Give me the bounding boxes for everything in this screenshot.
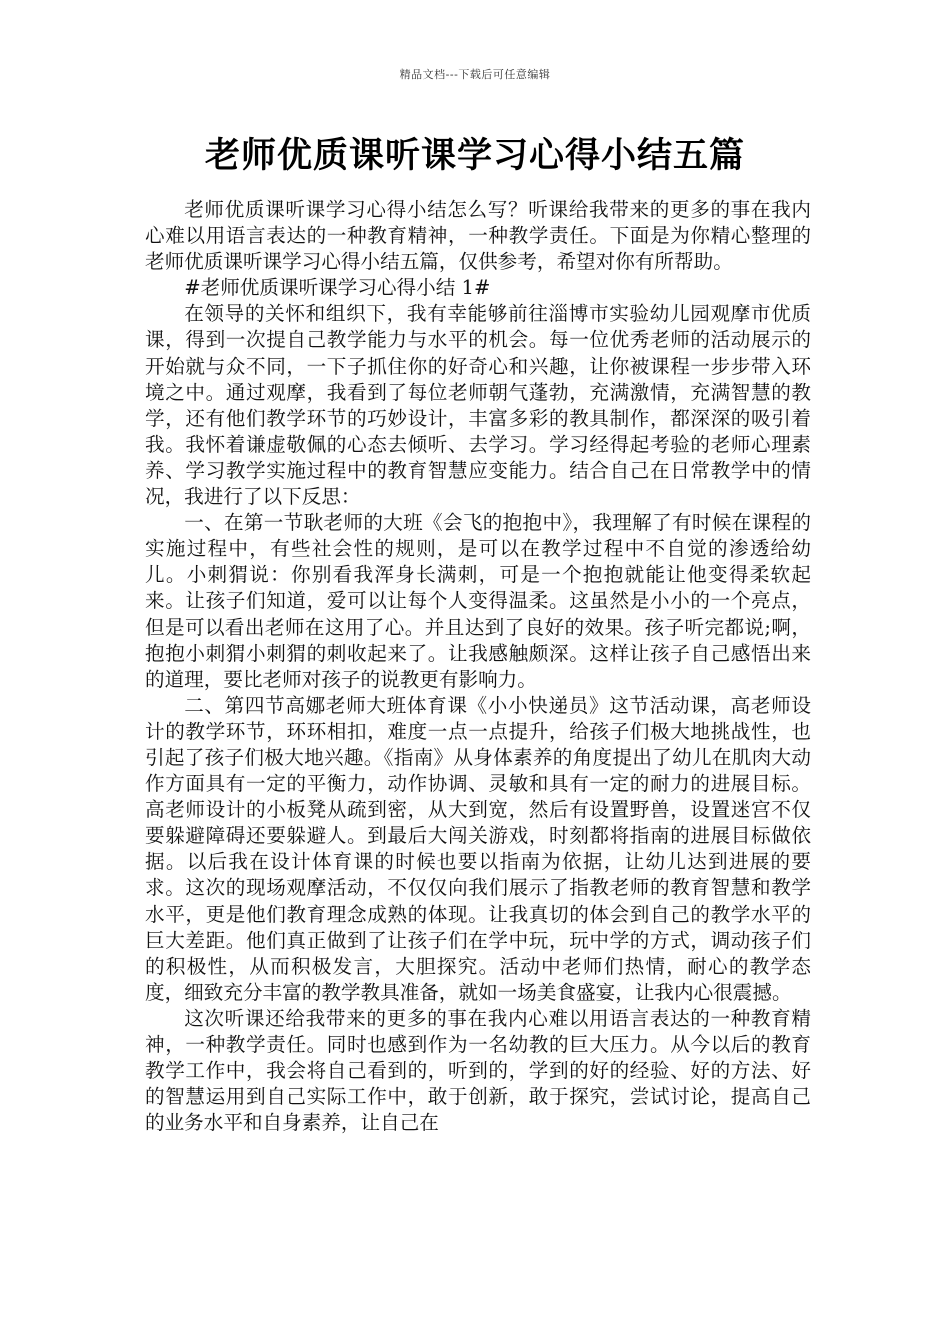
document-title: 老师优质课听课学习心得小结五篇 — [204, 136, 745, 176]
header-note: 精品文档---下载后可任意编辑 — [399, 68, 551, 81]
section-heading-1: #老师优质课听课学习心得小结 1# — [184, 276, 491, 300]
paragraph-4: 这次听课还给我带来的更多的事在我内心难以用语言表达的一种教育精神，一种教学责任。同时也感到作为一名幼教的巨大压力。从今以后的教育教学工作中，我会将自己看到的，听到的，学到的好的经验、好的方法、好的智慧运用到自己实际工作中，敢于创新，敢于探究，尝试讨论，提高自己的业务水平和自身素养，让自己在 — [145, 1006, 811, 1135]
paragraph-intro: 老师优质课听课学习心得小结怎么写？听课给我带来的更多的事在我内心难以用语言表达的一种教育精神，一种教学责任。下面是为你精心整理的老师优质课听课学习心得小结五篇，仅供参考，希望对你有所帮助。 — [145, 198, 811, 274]
document-body — [145, 197, 811, 1136]
paragraph-3: 二、第四节高娜老师大班体育课《小小快递员》这节活动课，高老师设计的教学环节，环环相扣，难度一点一点提升，给孩子们极大地挑战性，也引起了孩子们极大地兴趣。《指南》从身体素养的角度提出了幼儿在肌肉大动作方面具有一定的平衡力，动作协调、灵敏和具有一定的耐力的进展目标。高老师设计的小板凳从疏到密，从大到宽，然后有设置野兽，设置迷宫不仅要躲避障碍还要躲避人。到最后大闯关游戏，时刻都将指南的进展目标做依据。以后我在设计体育课的时候也要以指南为依据，让幼儿达到进展的要求。这次的现场观摩活动，不仅仅向我们展示了指教老师的教育智慧和教学水平，更是他们教育理念成熟的体现。让我真切的体会到自己的教学水平的巨大差距。他们真正做到了让孩子们在学中玩，玩中学的方式，调动孩子们的积极性，从而积极发言，大胆探究。活动中老师们热情，耐心的教学态度，细致充分丰富的教学教具准备，就如一场美食盛宴，让我内心很震撼。 — [145, 693, 811, 1004]
paragraph-1: 在领导的关怀和组织下，我有幸能够前往淄博市实验幼儿园观摩市优质课，得到一次提自己教学能力与水平的机会。每一位优秀老师的活动展示的开始就与众不同，一下子抓住你的好奇心和兴趣，让你被课程一步步带入环境之中。通过观摩，我看到了每位老师朝气蓬勃，充满激情，充满智慧的教学，还有他们教学环节的巧妙设计，丰富多彩的教具制作，都深深的吸引着我。我怀着谦虚敬佩的心态去倾听、去学习。学习经得起考验的老师心理素养、学习教学实施过程中的教育智慧应变能力。结合自己在日常教学中的情况，我进行了以下反思： — [145, 302, 811, 509]
paragraph-2: 一、在第一节耿老师的大班《会飞的抱抱中》，我理解了有时候在课程的实施过程中，有些社会性的规则，是可以在教学过程中不自觉的渗透给幼儿。小刺猬说：你别看我浑身长满刺，可是一个抱抱就能让他变得柔软起来。让孩子们知道，爱可以让每个人变得温柔。这虽然是小小的一个亮点，但是可以看出老师在这用了心。并且达到了良好的效果。孩子听完都说;啊，抱抱小刺猬小刺猬的刺收起来了。让我感触颇深。这样让孩子自己感悟出来的道理，要比老师对孩子的说教更有影响力。 — [145, 511, 811, 691]
